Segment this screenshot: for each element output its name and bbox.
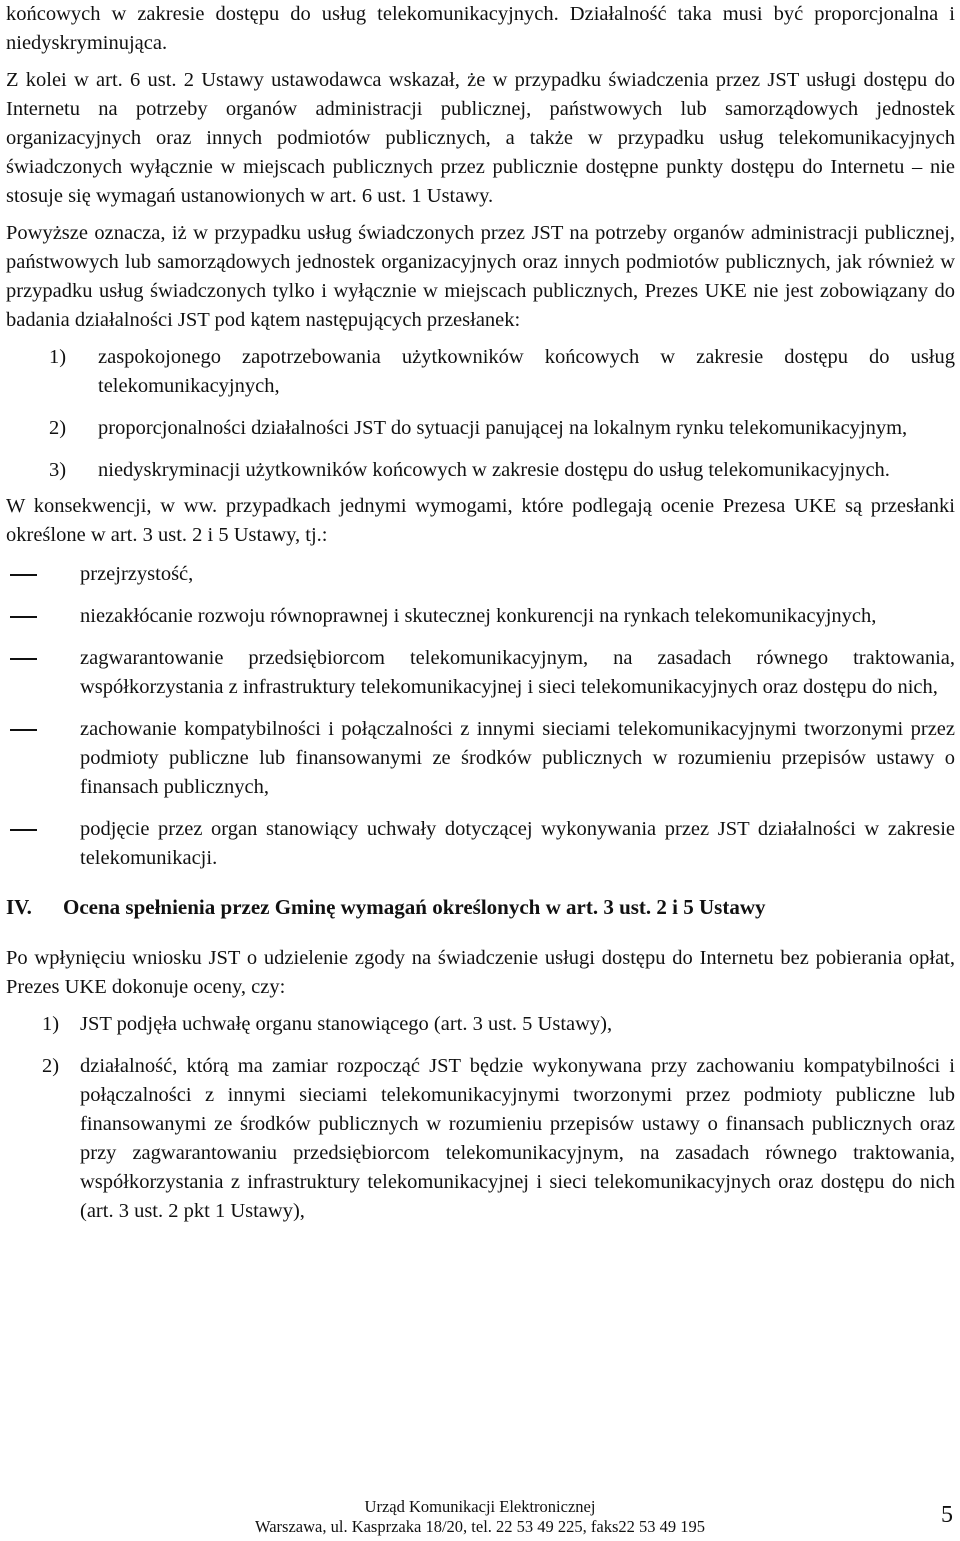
list-item-text: zachowanie kompatybilności i połączalności z innymi sieciami telekomunikacyjnymi tworzonymi przez podmioty publiczne lub finansowanymi ze środków publicznych w rozumieniu przepisów ustawy o finansach publicznych,	[80, 718, 955, 798]
list-item	[6, 715, 955, 802]
section-heading	[6, 893, 955, 922]
paragraph-art6: Z kolei w art. 6 ust. 2 Ustawy ustawodawca wskazał, że w przypadku świadczenia przez JST usługi dostępu do Internetu na potrzeby organów administracji publicznej, państwowych lub samorządowych jednostek organizacyjnych oraz innych podmiotów publicznych, a także w przypadku usług telekomunikacyjnych świadczonych wyłącznie w miejscach publicznych przez publicznie dostępne punkty dostępu do Internetu – nie stosuje się wymagań ustanowionych w art. 6 ust. 1 Ustawy.	[6, 69, 955, 207]
list-item	[6, 343, 955, 401]
list-item-text: przejrzystość,	[80, 563, 194, 585]
list-item-text: proporcjonalności działalności JST do sytuacji panującej na lokalnym rynku telekomunikacyjnym,	[98, 417, 908, 439]
dash-marker	[10, 658, 37, 660]
paragraph-konsekwencja: W konsekwencji, w ww. przypadkach jednymi wymogami, które podlegają ocenie Prezesa UKE są przesłanki określone w art. 3 ust. 2 i 5 Ustawy, tj.:	[6, 495, 955, 546]
list-item-text: niezakłócanie rozwoju równoprawnej i skutecznej konkurencji na rynkach telekomunikacyjnych,	[80, 605, 877, 627]
assessment-list	[6, 1010, 955, 1226]
requirements-dash-list	[6, 560, 955, 873]
dash-marker	[10, 616, 37, 618]
dash-marker	[10, 829, 37, 831]
page-number: 5	[941, 1502, 953, 1528]
footer-address: Warszawa, ul. Kasprzaka 18/20, tel. 22 53 49 225, faks22 53 49 195	[254, 1517, 706, 1536]
list-item-text: zaspokojonego zapotrzebowania użytkowników końcowych w zakresie dostępu do usług telekomunikacyjnych,	[98, 346, 955, 397]
list-item-text: JST podjęła uchwałę organu stanowiącego (art. 3 ust. 5 Ustawy),	[80, 1013, 613, 1035]
list-item	[6, 1010, 955, 1039]
list-item-text: działalność, którą ma zamiar rozpocząć JST będzie wykonywana przy zachowaniu kompatybilności i połączalności z innymi sieciami telekomunikacyjnymi tworzonymi przez podmioty publiczne lub finansowanymi ze środków publicznych w rozumieniu przepisów ustawy o finansach publicznych oraz przy zagwarantowaniu przedsiębiorcom telekomunikacyjnym, na zasadach równego traktowania, współkorzystania z infrastruktury telekomunikacyjnej i sieci telekomunikacyjnych oraz dostępu do nich (art. 3 ust. 2 pkt 1 Ustawy),	[80, 1055, 955, 1222]
premises-list	[6, 343, 955, 485]
list-marker: 1)	[49, 346, 67, 368]
list-item	[6, 644, 955, 702]
section-number: IV.	[6, 895, 32, 919]
list-item	[6, 602, 955, 631]
list-item	[6, 560, 955, 589]
paragraph-powyzsze: Powyższe oznacza, iż w przypadku usług świadczonych przez JST na potrzeby organów administracji publicznej, państwowych lub samorządowych jednostek organizacyjnych oraz innych podmiotów publicznych, jak również w przypadku usług świadczonych tylko i wyłącznie w miejscach publicznych, Prezes UKE nie jest zobowiązany do badania działalności JST pod kątem następujących przesłanek:	[6, 222, 955, 331]
footer-organization: Urząd Komunikacji Elektronicznej	[364, 1497, 596, 1516]
list-item-text: niedyskryminacji użytkowników końcowych w zakresie dostępu do usług telekomunikacyjnych.	[98, 459, 890, 481]
list-item-text: zagwarantowanie przedsiębiorcom telekomunikacyjnym, na zasadach równego traktowania, współkorzystania z infrastruktury telekomunikacyjnej i sieci telekomunikacyjnych oraz dostępu do nich,	[80, 647, 955, 698]
list-marker: 3)	[49, 459, 67, 481]
list-marker: 1)	[42, 1013, 60, 1035]
paragraph-wplyw: Po wpłynięciu wniosku JST o udzielenie zgody na świadczenie usługi dostępu do Internetu bez pobierania opłat, Prezes UKE dokonuje oceny, czy:	[6, 947, 955, 998]
list-item	[6, 414, 955, 443]
dash-marker	[10, 729, 37, 731]
page-footer	[0, 1497, 960, 1541]
document-page	[6, 0, 955, 1239]
section-title: Ocena spełnienia przez Gminę wymagań określonych w art. 3 ust. 2 i 5 Ustawy	[63, 895, 766, 919]
list-item	[6, 1052, 955, 1226]
list-item-text: podjęcie przez organ stanowiący uchwały dotyczącej wykonywania przez JST działalności w zakresie telekomunikacji.	[80, 818, 955, 869]
list-marker: 2)	[49, 417, 67, 439]
intro-continuation: końcowych w zakresie dostępu do usług telekomunikacyjnych. Działalność taka musi być proporcjonalna i niedyskryminująca.	[6, 3, 955, 54]
list-item	[6, 815, 955, 873]
list-marker: 2)	[42, 1055, 60, 1077]
dash-marker	[10, 574, 37, 576]
list-item	[6, 456, 955, 485]
